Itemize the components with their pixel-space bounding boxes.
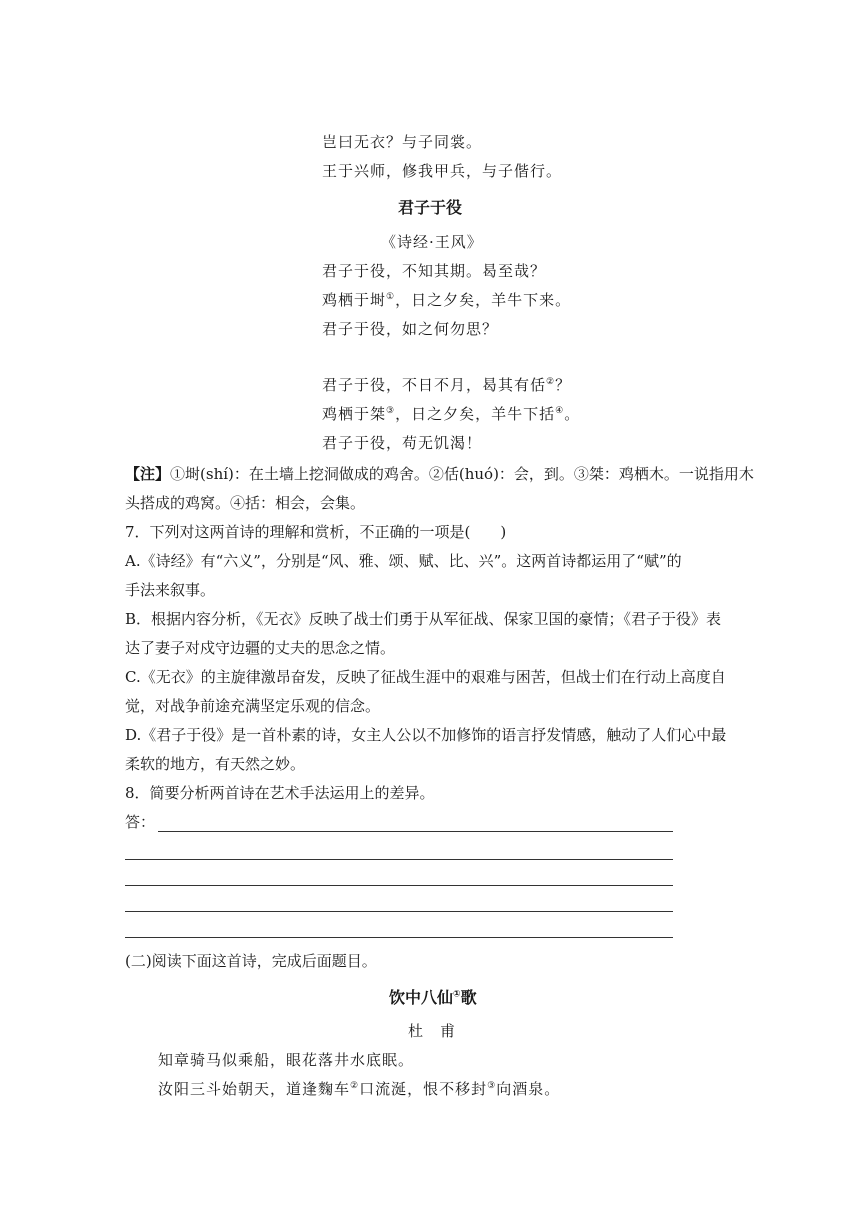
option-a: 手法来叙事。	[125, 581, 216, 599]
poem-line: 汝阳三斗始朝天，道逢麴车②口流涎，恨不移封③向酒泉。	[158, 1080, 561, 1098]
footnote: 【注】①埘(shí)：在土墙上挖洞做成的鸡舍。②佸(huó)：会，到。③桀：鸡栖木。一说指用木	[125, 465, 754, 483]
footnote-mark: ④	[555, 406, 565, 416]
answer-line[interactable]	[125, 859, 673, 860]
question-stem: 8．简要分析两首诗在艺术手法运用上的差异。	[125, 784, 435, 802]
option-d: D.《君子于役》是一首朴素的诗，女主人公以不加修饰的语言抒发情感，触动了人们心中最	[125, 726, 727, 744]
poem-title: 君子于役	[398, 198, 463, 217]
poem-line: 王于兴师，修我甲兵，与子偕行。	[322, 162, 563, 180]
option-d: 柔软的地方，有天然之妙。	[125, 755, 306, 773]
answer-line[interactable]	[125, 911, 673, 912]
answer-line[interactable]	[125, 885, 673, 886]
poem-title: 饮中八仙①歌	[389, 988, 477, 1007]
answer-line[interactable]	[158, 831, 673, 832]
section-intro: (二)阅读下面这首诗，完成后面题目。	[125, 952, 377, 970]
option-a: A.《诗经》有“六义”，分别是“风、雅、颂、赋、比、兴”。这两首诗都运用了“赋”的	[125, 552, 682, 570]
footnote-mark: ③	[487, 1081, 497, 1091]
answer-line[interactable]	[125, 937, 673, 938]
poem-line: 知章骑马似乘船，眼花落井水底眠。	[158, 1051, 415, 1069]
footnote-mark: ②	[546, 377, 556, 387]
poem-line: 君子于役，如之何勿思？	[322, 320, 499, 338]
footnote-mark: ③	[386, 406, 396, 416]
poem-author: 杜 甫	[408, 1022, 457, 1040]
option-b: B．根据内容分析，《无衣》反映了战士们勇于从军征战、保家卫国的豪情；《君子于役》表	[125, 610, 722, 628]
poem-line: 岂曰无衣？与子同裳。	[322, 133, 483, 151]
footnote-mark: ①	[453, 989, 461, 1000]
poem-line: 君子于役，苟无饥渴！	[322, 434, 483, 452]
option-c: C.《无衣》的主旋律激昂奋发，反映了征战生涯中的艰难与困苦，但战士们在行动上高度自	[125, 668, 726, 686]
poem-line: 鸡栖于桀③，日之夕矣，羊牛下括④。	[322, 405, 581, 423]
footnote-mark: ①	[386, 292, 396, 302]
note-label: 【注】	[125, 465, 171, 483]
option-c: 觉，对战争前途充满坚定乐观的信念。	[125, 697, 381, 715]
poem-line: 鸡栖于埘①，日之夕矣，羊牛下来。	[322, 291, 572, 309]
poem-line: 君子于役，不知其期。曷至哉？	[322, 262, 547, 280]
answer-label: 答：	[125, 813, 156, 831]
footnote-mark: ②	[350, 1081, 360, 1091]
question-stem: 7．下列对这两首诗的理解和赏析，不正确的一项是( )	[125, 523, 507, 541]
option-b: 达了妻子对戍守边疆的丈夫的思念之情。	[125, 639, 396, 657]
poem-line: 君子于役，不日不月，曷其有佸②？	[322, 376, 572, 394]
poem-source: 《诗经·王风》	[381, 233, 483, 251]
footnote: 头搭成的鸡窝。④括：相会，会集。	[125, 494, 366, 512]
